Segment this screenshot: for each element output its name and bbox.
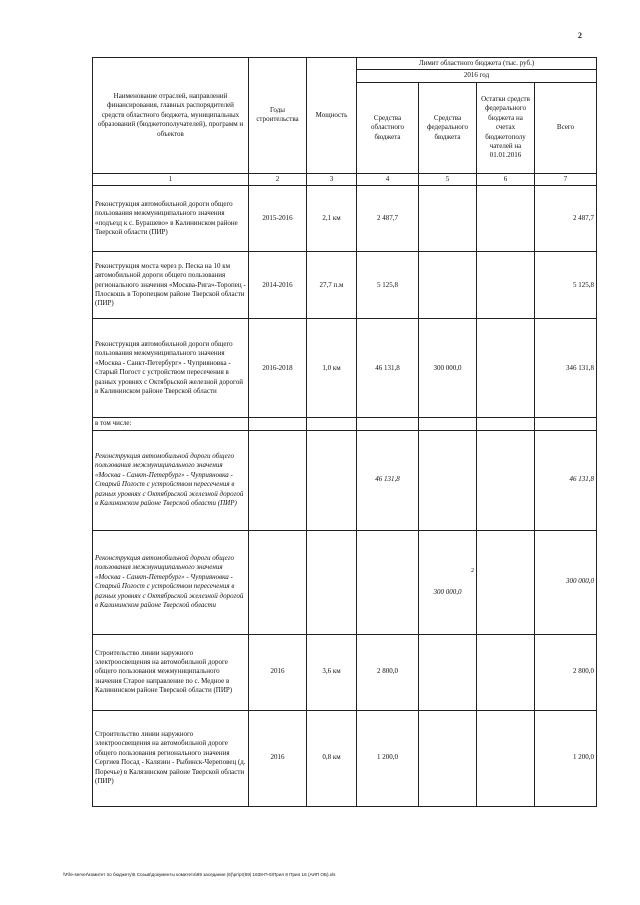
row-capacity: 0,8 км <box>307 710 357 806</box>
header-remains: Остатки средств федерального бюджета на счетах бюджетополу чателей на 01.01.2016 <box>477 82 535 173</box>
row-years: 2016-2018 <box>249 319 307 418</box>
row-remains <box>477 186 535 252</box>
header-total: Всего <box>535 82 597 173</box>
table-row <box>93 319 597 418</box>
row-capacity <box>307 418 357 430</box>
row-total: 300 000,0 <box>535 530 597 634</box>
row-name: Реконструкция автомобильной дороги общего пользования межмуниципального значения «Москва - Санкт-Петербург» - Чуприяновка - Старый Погост с устройством пересечения в разных уровнях с Октябрьской железной дорогой в Калининском районе Тверской области (ПИР) <box>93 430 249 530</box>
row-capacity <box>307 430 357 530</box>
row-regional <box>357 530 419 634</box>
row-name: Реконструкция автомобильной дороги общего пользования межмуниципального значения «подъезд к с. Бурашево» в Калининском районе Тверской области (ПИР) <box>93 186 249 252</box>
row-capacity: 1,0 км <box>307 319 357 418</box>
row-name: Строительство линии наружного электроосвещения на автомобильной дороге общего пользования регионального значения Сергиев Посад - Калязин - Рыбинск-Череповец (д. Поречье) в Калязинском районе Тверской области (ПИР) <box>93 710 249 806</box>
row-remains <box>477 530 535 634</box>
row-years: 2014-2016 <box>249 252 307 319</box>
row-years: 2016 <box>249 634 307 710</box>
row-total <box>535 418 597 430</box>
column-number: 1 <box>93 173 249 185</box>
row-federal: 300 000,0 <box>419 319 477 418</box>
row-name: Реконструкция автомобильной дороги общего пользования межмуниципального значения «Москва - Санкт-Петербург» - Чуприяновка - Старый Погост с устройством пересечения в разных уровнях с Октябрьской железной дорогой в Калининском районе Тверской области <box>93 319 249 418</box>
column-number: 3 <box>307 173 357 185</box>
row-regional <box>357 418 419 430</box>
header-regional: Средства областного бюджета <box>357 82 419 173</box>
row-name: Реконструкция автомобильной дороги общего пользования межмуниципального значения «Москва - Санкт-Петербург» - Чуприяновка - Старый Погост с устройством пересечения в разных уровнях с Октябрьской железной дорогой в Калининском районе Тверской области <box>93 530 249 634</box>
table-row <box>93 418 597 430</box>
file-path-footer: \\File-server\комитет по бюджету\5 Созыв\документы комитета\69 заседание (6)\pr\pr(69) 1638-П-5\Прил 8 Прил 16 (АИП ОБ).xls <box>63 872 336 877</box>
column-number: 4 <box>357 173 419 185</box>
table-row <box>93 252 597 319</box>
table-row <box>93 634 597 710</box>
header-name: Наименование отраслей, направлений финансирования, главных распорядителей средств областного бюджета, муниципальных образований (бюджетополучателей), программ и объектов <box>93 58 249 174</box>
row-years <box>249 430 307 530</box>
row-remains <box>477 319 535 418</box>
row-total: 2 487,7 <box>535 186 597 252</box>
row-name: в том числе: <box>93 418 249 430</box>
row-federal <box>419 418 477 430</box>
row-capacity: 3,6 км <box>307 634 357 710</box>
row-years: 2016 <box>249 710 307 806</box>
row-total: 5 125,8 <box>535 252 597 319</box>
row-regional: 46 131,8 <box>357 430 419 530</box>
table-row <box>93 186 597 252</box>
row-federal: 300 000,0 <box>433 588 462 597</box>
page-number: 2 <box>578 31 582 40</box>
row-federal <box>419 710 477 806</box>
column-number: 5 <box>419 173 477 185</box>
column-number: 7 <box>535 173 597 185</box>
row-total: 1 200,0 <box>535 710 597 806</box>
header-capacity: Мощность <box>307 58 357 174</box>
budget-table <box>92 57 597 807</box>
row-name: Строительство линии наружного электроосвещения на автомобильной дороге общего пользования межмуниципального значения Старое направление по с. Медное в Калининском районе Тверской области (ПИР) <box>93 634 249 710</box>
row-years <box>249 418 307 430</box>
row-total: 46 131,8 <box>535 430 597 530</box>
table-row <box>93 710 597 806</box>
column-number: 2 <box>249 173 307 185</box>
row-remains <box>477 634 535 710</box>
row-remains <box>477 252 535 319</box>
column-numbers-row <box>93 173 597 185</box>
row-remains <box>477 430 535 530</box>
row-federal <box>419 634 477 710</box>
header-limit: Лимит областного бюджета (тыс. руб.) <box>357 58 597 70</box>
row-remains <box>477 710 535 806</box>
row-total: 2 800,0 <box>535 634 597 710</box>
column-number: 6 <box>477 173 535 185</box>
header-year: 2016 год <box>357 70 597 82</box>
row-years: 2015-2016 <box>249 186 307 252</box>
row-regional: 1 200,0 <box>357 710 419 806</box>
row-federal-cell <box>419 530 477 634</box>
row-capacity: 27,7 п.м <box>307 252 357 319</box>
row-capacity: 2,1 км <box>307 186 357 252</box>
table-row <box>93 430 597 530</box>
row-regional: 46 131,8 <box>357 319 419 418</box>
federal-mark: 2 <box>471 567 474 574</box>
row-regional: 2 487,7 <box>357 186 419 252</box>
header-years: Годы строительства <box>249 58 307 174</box>
row-regional: 2 800,0 <box>357 634 419 710</box>
table-row <box>93 530 597 634</box>
row-federal <box>419 252 477 319</box>
row-federal <box>419 430 477 530</box>
header-federal: Средства федерального бюджета <box>419 82 477 173</box>
row-federal <box>419 186 477 252</box>
row-capacity <box>307 530 357 634</box>
row-remains <box>477 418 535 430</box>
row-regional: 5 125,8 <box>357 252 419 319</box>
row-years <box>249 530 307 634</box>
row-total: 346 131,8 <box>535 319 597 418</box>
row-name: Реконструкция моста через р. Песка на 10 км автомобильной дороги общего пользования регионального значения «Москва-Рига»-Торопец - Плоскошь в Торопецком районе Тверской области (ПИР) <box>93 252 249 319</box>
